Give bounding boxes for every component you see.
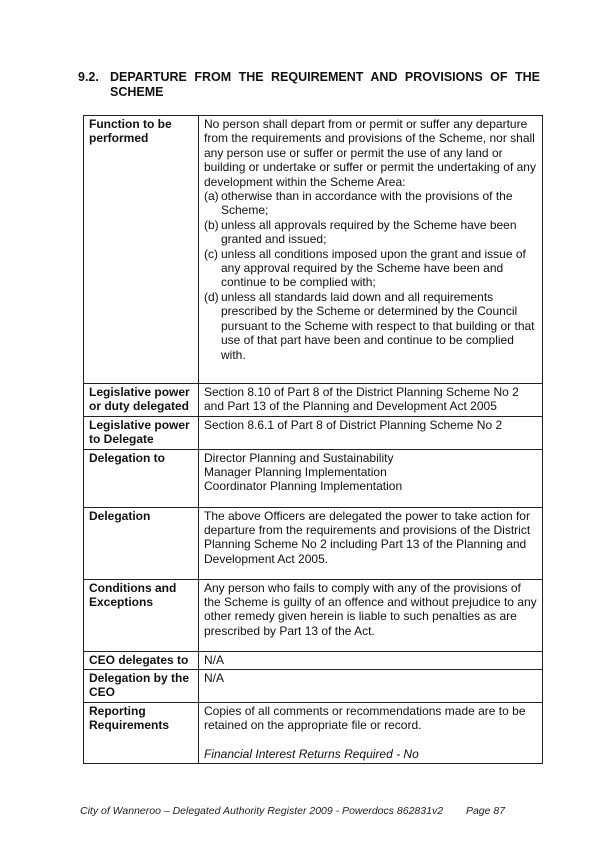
table-row [84,449,543,507]
list-item-text: unless all approvals required by the Scheme have been granted and issued; [221,217,517,247]
list-marker: (d) [204,289,219,304]
page-number: Page 87 [465,805,506,817]
table-row [84,702,543,763]
list-item [204,290,538,362]
section-title-continued: SCHEME [110,85,164,99]
row-value: Section 8.10 of Part 8 of the District Planning Scheme No 2 and Part 13 of the Planning and Development Act 2005 [199,384,543,417]
page-footer [80,805,505,817]
section-title: DEPARTURE FROM THE REQUIREMENT AND PROVISIONS OF THE [110,70,540,84]
row-value: The above Officers are delegated the power to take action for departure from the requirements and provisions of the District Planning Scheme No 2 including Part 13 of the Planning and Development Act 2005. [199,507,543,579]
delegation-table [83,115,543,764]
table-row [84,416,543,449]
delegate-line: Manager Planning Implementation [204,465,387,480]
row-value: Any person who fails to comply with any of the provisions of the Scheme is guilty of an offence and without prejudice to any other remedy given herein is liable to such penalties as are prescribed by Part 13 of the Act. [199,579,543,651]
delegate-line: Director Planning and Sustainability [204,450,394,465]
list-marker: (b) [204,217,219,232]
row-value: N/A [199,670,543,703]
row-label: Delegation [84,507,199,579]
list-item [204,247,538,290]
row-label: Delegation by the CEO [84,670,199,703]
reporting-text: Copies of all comments or recommendations made are to be retained on the appropriate file or record. [204,703,526,733]
row-value [199,702,543,763]
table-row [84,507,543,579]
row-label: Legislative power to Delegate [84,416,199,449]
table-row [84,116,543,384]
row-value: N/A [199,651,543,669]
section-heading [78,70,540,99]
table-row [84,384,543,417]
row-label: CEO delegates to [84,651,199,669]
footer-text: City of Wanneroo – Delegated Authority Register 2009 - Powerdocs 862831v2 [80,805,444,817]
section-number: 9.2. [78,70,99,84]
row-label: Legislative power or duty delegated [84,384,199,417]
row-label: Reporting Requirements [84,702,199,763]
table-row [84,670,543,703]
table-row [84,651,543,669]
list-item-text: unless all standards laid down and all requirements prescribed by the Scheme or determined by the Council pursuant to the Scheme with respect to that building or that use of that part have been and continue to be complied with. [221,289,535,362]
table-row [84,579,543,651]
row-label: Delegation to [84,449,199,507]
row-value [199,449,543,507]
list-marker: (c) [204,246,218,261]
row-label: Function to be performed [84,116,199,384]
reporting-note: Financial Interest Returns Required - No [204,746,419,761]
list-item-text: otherwise than in accordance with the provisions of the Scheme; [221,189,513,218]
list-item-text: unless all conditions imposed upon the grant and issue of any approval required by the Scheme have been and continue to be complied with; [221,246,526,290]
list-marker: (a) [204,189,219,204]
list-item [204,189,538,218]
row-value: Section 8.6.1 of Part 8 of District Planning Scheme No 2 [199,416,543,449]
row-label: Conditions and Exceptions [84,579,199,651]
row-value [199,116,543,384]
delegate-line: Coordinator Planning Implementation [204,479,403,494]
function-intro: No person shall depart from or permit or suffer any departure from the requirements and provisions of the Scheme, nor shall any person use or suffer or permit the use of any land or building or undertake or suffer or permit the undertaking of any development within the Scheme Area: [204,117,536,189]
list-item [204,218,538,247]
